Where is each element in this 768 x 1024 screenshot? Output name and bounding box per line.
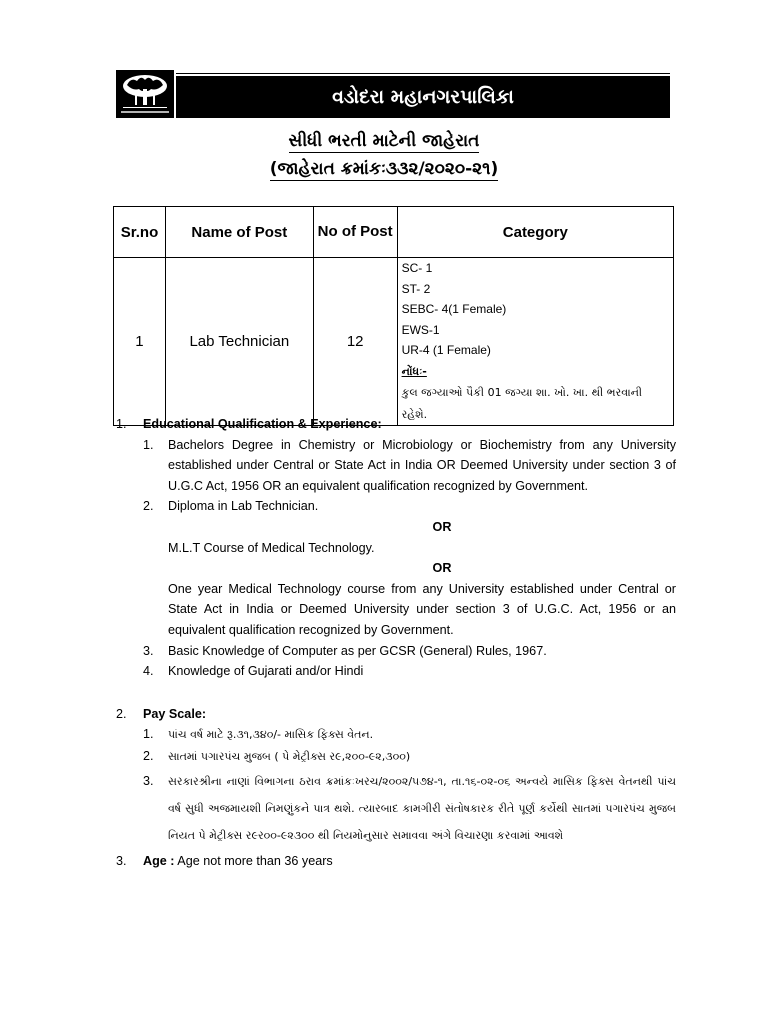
section-age	[116, 851, 676, 872]
item-number: 3.	[143, 773, 154, 788]
org-name-banner: વડોદરા મહાનગરપાલિકા	[176, 76, 670, 118]
item-number: 1.	[143, 727, 154, 742]
header-srno: Sr.no	[114, 207, 166, 258]
title-line-2: (જાહેરાત ક્રમાંકઃ૩૩૨/૨૦૨૦-૨૧)	[269, 159, 499, 179]
item-text: Basic Knowledge of Computer as per GCSR (General) Rules, 1967.	[168, 643, 547, 658]
title-line-1: સીધી ભરતી માટેની જાહેરાત	[288, 131, 480, 151]
table-row	[114, 258, 674, 426]
category-st: ST- 2	[401, 281, 431, 296]
cell-no-of-post: 12	[313, 258, 397, 426]
list-item	[143, 768, 676, 849]
banner-rule	[176, 73, 670, 74]
item-text: Diploma in Lab Technician.	[168, 499, 319, 514]
list-item	[143, 746, 676, 768]
list-item	[143, 661, 676, 682]
section-pay-scale	[116, 704, 676, 849]
section-title: Educational Qualification & Experience:	[143, 417, 382, 431]
requirements-content	[116, 414, 676, 871]
item-number: 2.	[143, 499, 154, 514]
item-number: 1.	[143, 437, 154, 452]
header	[116, 70, 670, 118]
item-text: સરકારશ્રીના નાણાં વિભાગના ઠરાવ ક્રમાંકઃખરચ/૨૦૦૨/૫૭૪-૧, તા.૧૬-૦૨-૦૬ અન્વયે માસિક ફિક્સ વેતનથી પાંચ વર્ષ સુધી અજમાયશી નિમણુંકને પાત્ર થશે. ત્યારબાદ કામગીરી સંતોષકારક રીતે પૂર્ણ કર્યેથી સાતમાં પગારપંચ મુજબ નિયત પે મેટ્રીક્સ ર૯ર૦૦-૯૨૩૦૦ થી નિયમોનુસાર સમાવવા અંગે વિચારણા કરવામાં આવશે	[168, 774, 676, 842]
category-ur: UR-4 (1 Female)	[401, 343, 491, 357]
section-number: 3.	[116, 853, 127, 868]
cell-post-name: Lab Technician	[165, 258, 313, 426]
item-number: 4.	[143, 664, 154, 679]
posts-table	[113, 206, 674, 426]
item-text: One year Medical Technology course from any University established under Central or State Act in India or Deemed University under section 3 of U.G.C. Act, 1956 or an equivalent qualification recognized by Government.	[168, 581, 676, 637]
category-sebc: SEBC- 4(1 Female)	[401, 302, 507, 316]
section-title: Pay Scale:	[143, 706, 207, 721]
table-header-row	[114, 207, 674, 258]
or-separator: OR	[432, 519, 452, 534]
cell-srno: 1	[114, 258, 166, 426]
note-text: કુલ જગ્યાઓ પૈકી 01 જગ્યા શા. ખો. ખા. થી ભરવાની રહેશે.	[401, 386, 643, 421]
header-category: Category	[397, 207, 673, 258]
list-item	[143, 641, 676, 662]
header-no-of-post: No of Post	[313, 207, 397, 258]
item-text: સાતમાં પગારપંચ મુજબ ( પે મેટ્રીક્સ ર૯,૨૦૦-૯૨,૩૦૦)	[168, 749, 411, 763]
item-text: M.L.T Course of Medical Technology.	[168, 540, 375, 555]
list-item	[143, 724, 676, 746]
item-number: 3.	[143, 643, 154, 658]
page-title	[0, 131, 768, 151]
category-ews: EWS-1	[401, 322, 440, 337]
age-label: Age :	[143, 853, 175, 868]
cell-category	[397, 258, 673, 426]
or-separator: OR	[432, 561, 452, 576]
item-text: Knowledge of Gujarati and/or Hindi	[168, 664, 364, 679]
item-number: 2.	[143, 748, 154, 763]
header-post-name: Name of Post	[165, 207, 313, 258]
section-number: 2.	[116, 706, 127, 721]
section-qualification	[116, 414, 676, 682]
category-sc: SC- 1	[401, 261, 433, 275]
age-text: Age not more than 36 years	[174, 853, 333, 868]
note-label: નોંધઃ-	[401, 364, 427, 378]
list-item	[143, 496, 676, 640]
list-item	[143, 435, 676, 497]
section-number: 1.	[116, 417, 127, 431]
vmc-logo-icon	[116, 70, 174, 118]
item-text: પાંચ વર્ષ માટે રૂ.૩૧,૩૪૦/- માસિક ફિક્સ વેતન.	[168, 728, 374, 742]
item-text: Bachelors Degree in Chemistry or Microbiology or Biochemistry from any University established under Central or State Act in India OR Deemed University under section 3 of U.G.C Act, 1956 OR an equivalent qualification recognized by Government.	[168, 437, 676, 493]
advertisement-number	[0, 159, 768, 179]
